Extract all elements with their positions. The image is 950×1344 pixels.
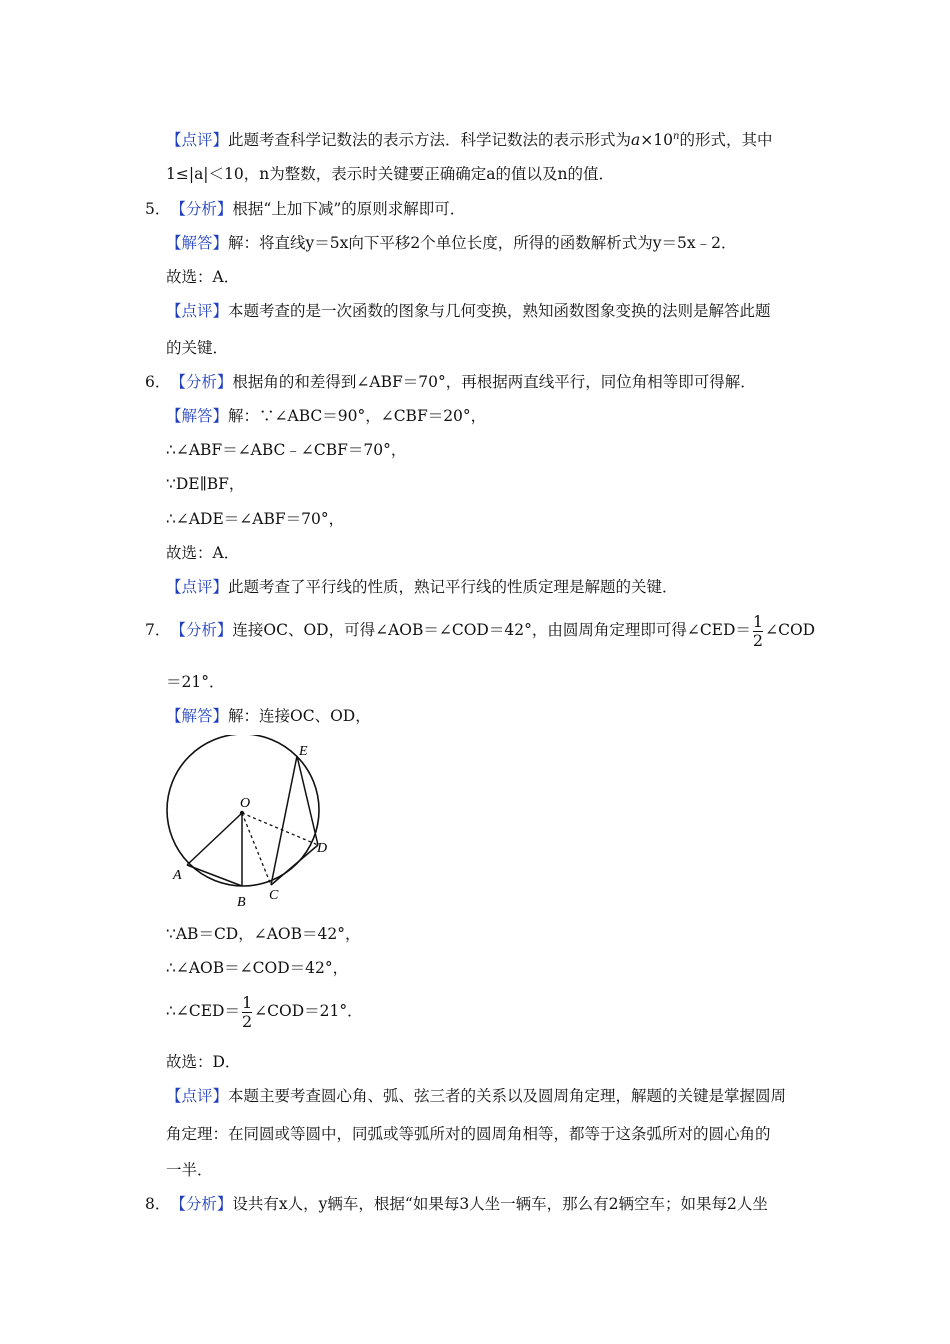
analysis-tag: 【分析】 (170, 200, 233, 218)
solution-tag: 【解答】 (166, 407, 229, 425)
center-point (240, 811, 244, 815)
q6-step3: ∴∠ADE＝∠ABF＝70°， (166, 510, 345, 528)
review-tag: 【点评】 (166, 578, 229, 596)
segment-AB (187, 865, 242, 886)
question-number: 8． (145, 1195, 171, 1213)
q5-analysis: 5．【分析】根据“上加下减”的原则求解即可． (145, 200, 466, 218)
q7-solution: 【解答】解：连接OC、OD， (166, 707, 371, 725)
review-tag: 【点评】 (166, 1087, 229, 1105)
analysis-tag: 【分析】 (170, 621, 233, 639)
q7-review-line2: 角定理：在同圆或等圆中，同弧或等弧所对的圆周角相等，都等于这条弧所对的圆心角的 (166, 1125, 771, 1143)
q8-analysis: 8．【分析】设共有x人，y辆车，根据“如果每3人坐一辆车，那么有2辆空车；如果每2人坐 (145, 1195, 768, 1213)
analysis-tag: 【分析】 (170, 1195, 233, 1213)
fraction-half: $\frac{1}{2}$ (241, 992, 253, 1031)
q5-review: 【点评】本题考查的是一次函数的图象与几何变换，熟知函数图象变换的法则是解答此题 (166, 302, 771, 320)
q4-review: 【点评】此题考查科学记数法的表示方法．科学记数法的表示形式为$a\times 10^n$的形式，其中 (166, 131, 773, 150)
solution-tag: 【解答】 (166, 707, 229, 725)
q7-review: 【点评】本题主要考查圆心角、弧、弦三者的关系以及圆周角定理，解题的关键是掌握圆周 (166, 1087, 787, 1105)
q7-step3: ∴∠CED＝ $\frac{1}{2}$ ∠COD＝21°． (166, 992, 363, 1031)
q5-review-line2: 的关键． (166, 339, 229, 357)
q6-analysis: 6．【分析】根据角的和差得到∠ABF＝70°，再根据两直线平行，同位角相等即可得解． (145, 373, 756, 391)
label-E: E (299, 744, 308, 759)
fraction-half: $\frac{1}{2}$ (752, 611, 764, 650)
q7-step2: ∴∠AOB＝∠COD＝42°， (166, 959, 349, 977)
q4-review-line2: 1≤|a|＜10，n为整数，表示时关键要正确确定a的值以及n的值． (166, 165, 614, 183)
q7-analysis-line2: ＝21°． (166, 673, 225, 691)
label-D: D (317, 841, 328, 856)
segment-OA (187, 813, 242, 865)
analysis-tag: 【分析】 (170, 373, 233, 391)
review-tag: 【点评】 (166, 302, 229, 320)
q5-solution: 【解答】解：将直线y＝5x向下平移2个单位长度，所得的函数解析式为y＝5x﹣2． (166, 234, 737, 252)
q7-choice: 故选：D． (166, 1053, 241, 1071)
circle-geometry-figure (160, 735, 340, 915)
label-B: B (237, 895, 246, 910)
question-number: 5． (145, 200, 171, 218)
q6-step1: ∴∠ABF＝∠ABC﹣∠CBF＝70°， (166, 441, 407, 459)
q7-analysis: 7．【分析】连接OC、OD，可得∠AOB＝∠COD＝42°，由圆周角定理即可得∠CED＝ $\frac{1}{2}$ ∠COD (145, 611, 816, 650)
review-tag: 【点评】 (166, 131, 229, 150)
q6-solution: 【解答】解：∵∠ABC＝90°，∠CBF＝20°， (166, 407, 487, 425)
q7-step1: ∵AB＝CD，∠AOB＝42°， (166, 925, 361, 943)
q6-review: 【点评】此题考查了平行线的性质，熟记平行线的性质定理是解题的关键． (166, 578, 678, 596)
q6-choice: 故选：A． (166, 544, 240, 562)
q6-step2: ∵DE∥BF， (166, 475, 245, 493)
question-number: 6． (145, 373, 171, 391)
label-C: C (269, 888, 279, 903)
solution-tag: 【解答】 (166, 234, 229, 252)
q5-choice: 故选：A． (166, 268, 240, 286)
label-O: O (240, 796, 251, 811)
label-A: A (173, 868, 182, 883)
question-number: 7． (145, 621, 171, 639)
q7-review-line3: 一半． (166, 1161, 213, 1179)
